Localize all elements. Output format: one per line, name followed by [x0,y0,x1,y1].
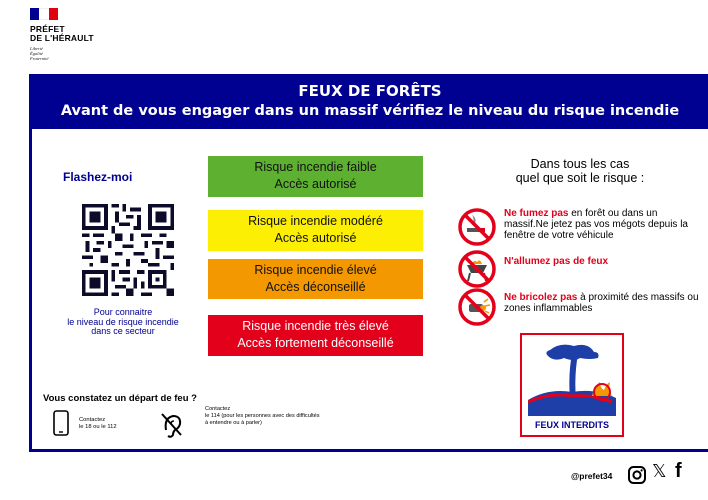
risk-level-low [208,156,423,197]
rule-text [504,250,608,267]
flash-label: Flashez-moi [63,170,133,184]
fire-report-question: Vous constatez un départ de feu ? [43,393,197,404]
phone-icon [53,410,69,436]
rule-no-tools [458,288,703,326]
qr-caption-line: dans ce secteur [91,326,155,336]
risk-access-label: Accès autorisé [274,231,357,245]
title-banner [32,77,708,129]
risk-level-very-high [208,315,423,356]
sign-caption: FEUX INTERDITS [534,420,609,430]
contact-line: Contactez [205,406,231,412]
rule-highlight: N'allumez pas de feux [504,256,609,267]
risk-level-label: Risque incendie très élevé [242,319,389,333]
facebook-icon[interactable]: f [675,460,682,482]
prefect-name-line2: DE L'HÉRAULT [30,33,94,43]
rule-no-smoking [458,208,703,246]
contact-line: Contactez [79,417,106,423]
qr-caption-line: Pour connaitre [93,307,153,317]
feux-interdits-sign [520,333,624,437]
rule-highlight: Ne fumez pas [504,208,569,219]
contact-line: le 114 (pour les personnes avec des difficultés [205,413,320,419]
rule-highlight: Ne bricolez pas [504,292,578,303]
rule-text [504,208,703,241]
no-smoking-icon [458,208,496,246]
republic-motto [30,46,150,62]
all-cases-line2: quel que soit le risque : [515,171,645,185]
rule-detail: à proximité des massifs ou zones inflammables [504,292,699,314]
social-handle[interactable]: @prefet34 [571,471,613,481]
motto-fraternite: Fraternité [30,56,49,62]
rule-detail: en forêt ou dans un massif.Ne jetez pas vos mégots depuis la fenêtre de votre véhicule [504,208,688,241]
contact-hearing-impaired [205,406,355,427]
all-cases-heading [480,157,680,185]
hearing-impaired-icon [157,410,185,438]
page-title: FEUX DE FORÊTS [298,82,442,100]
rule-text [504,288,703,314]
motto-liberte: Liberté [30,46,43,51]
marianne-flag-icon [30,8,58,20]
rule-no-fire [458,250,703,288]
prefect-name-line1: PRÉFET [30,24,65,34]
risk-level-moderate [208,210,423,251]
contact-line: le 18 ou le 112 [79,424,117,430]
qr-code[interactable] [82,204,174,296]
all-cases-line1: Dans tous les cas [530,157,630,171]
risk-access-label: Accès déconseillé [265,280,366,294]
no-barbecue-icon [458,250,496,288]
contact-emergency [79,417,117,431]
page-subtitle: Avant de vous engager dans un massif vérifiez le niveau du risque incendie [60,103,680,119]
qr-caption-line: le niveau de risque incendie [67,316,179,327]
motto-egalite: Égalité [30,51,43,57]
risk-level-label: Risque incendie faible [254,160,377,174]
prefecture-logo [30,8,150,62]
no-tools-icon [458,288,496,326]
risk-level-label: Risque incendie élevé [254,263,377,277]
risk-level-high [208,259,423,299]
instagram-icon[interactable] [627,465,647,485]
risk-access-label: Accès fortement déconseillé [237,336,394,350]
risk-level-label: Risque incendie modéré [248,214,383,228]
risk-access-label: Accès autorisé [274,177,357,191]
qr-caption [48,308,198,337]
contact-line: à entendre ou à parler) [205,420,262,426]
x-icon[interactable]: 𝕏 [652,461,667,482]
pine-tree-fire-icon [528,340,616,416]
